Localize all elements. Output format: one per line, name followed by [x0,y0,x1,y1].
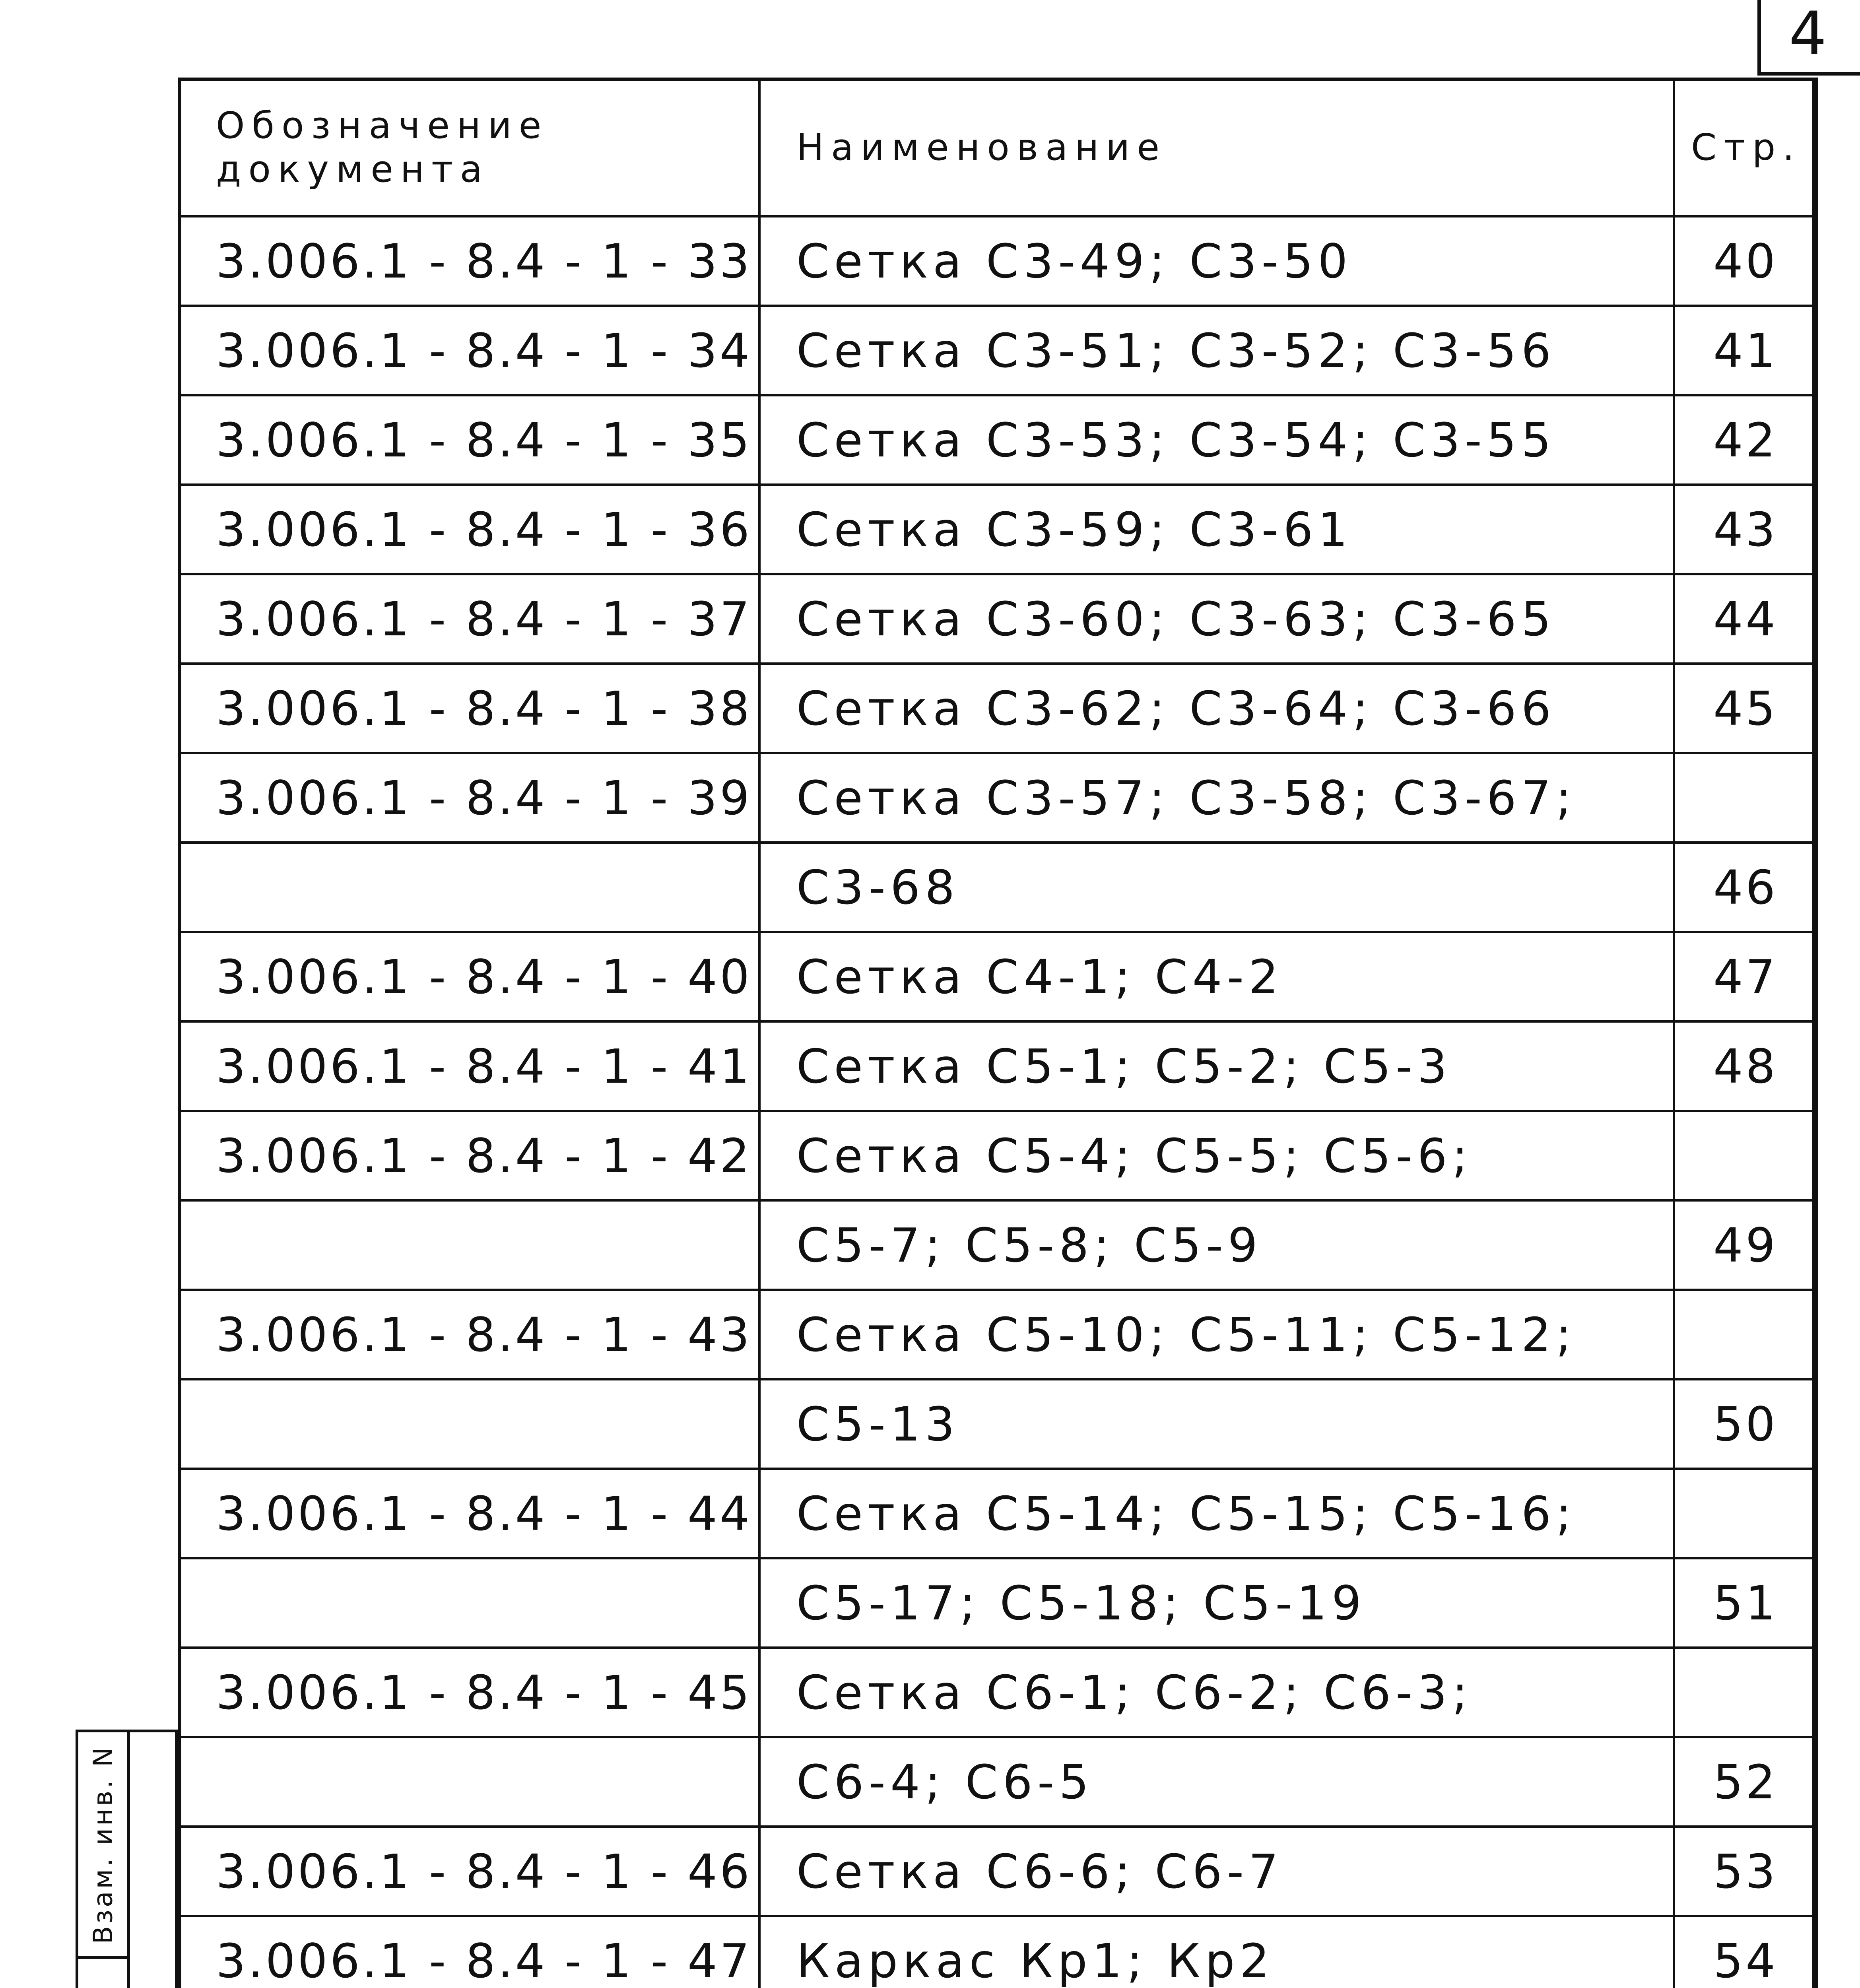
table-body [179,216,1817,1988]
cell-name: С5-7; С5-8; С5-9 [759,1200,1674,1290]
cell-designation: 3.006.1 - 8.4 - 1 - 37 [179,574,759,664]
cell-page [1674,1648,1817,1737]
cell-page: 54 [1674,1916,1817,1988]
table-row [179,216,1817,306]
cell-name: Сетка С3-53; С3-54; С3-55 [759,395,1674,485]
table-row [179,1558,1817,1648]
cell-designation [179,1379,759,1469]
cell-designation [179,1737,759,1827]
cell-page: 48 [1674,1021,1817,1111]
cell-name: Сетка С3-51; С3-52; С3-56 [759,306,1674,395]
cell-page: 47 [1674,932,1817,1021]
cell-page: 40 [1674,216,1817,306]
cell-designation: 3.006.1 - 8.4 - 1 - 46 [179,1827,759,1916]
cell-page: 49 [1674,1200,1817,1290]
cell-page: 46 [1674,843,1817,932]
cell-designation: 3.006.1 - 8.4 - 1 - 39 [179,753,759,843]
cell-designation: 3.006.1 - 8.4 - 1 - 40 [179,932,759,1021]
cell-page: 50 [1674,1379,1817,1469]
table-row [179,1290,1817,1379]
table-row [179,664,1817,753]
cell-name: С6-4; С6-5 [759,1737,1674,1827]
table-row [179,306,1817,395]
table-row [179,1111,1817,1200]
table-row [179,1379,1817,1469]
cell-name: С5-17; С5-18; С5-19 [759,1558,1674,1648]
cell-designation: 3.006.1 - 8.4 - 1 - 42 [179,1111,759,1200]
cell-designation: 3.006.1 - 8.4 - 1 - 36 [179,485,759,574]
table-row [179,932,1817,1021]
cell-designation: 3.006.1 - 8.4 - 1 - 44 [179,1469,759,1558]
table-row [179,485,1817,574]
table-row [179,1200,1817,1290]
header-designation: Обозначение документа [179,79,759,216]
cell-name: Сетка С6-6; С6-7 [759,1827,1674,1916]
cell-designation: 3.006.1 - 8.4 - 1 - 35 [179,395,759,485]
page-number-box [1757,0,1860,76]
cell-designation [179,1200,759,1290]
cell-name: Сетка С3-60; С3-63; С3-65 [759,574,1674,664]
cell-name: Сетка С3-59; С3-61 [759,485,1674,574]
header-page: Стр. [1674,79,1817,216]
cell-designation [179,843,759,932]
table-row [179,395,1817,485]
cell-name: Сетка С5-10; С5-11; С5-12; [759,1290,1674,1379]
cell-page: 52 [1674,1737,1817,1827]
cell-designation: 3.006.1 - 8.4 - 1 - 43 [179,1290,759,1379]
table-row [179,753,1817,843]
cell-page [1674,1111,1817,1200]
cell-designation [179,1558,759,1648]
cell-name: Сетка С3-57; С3-58; С3-67; [759,753,1674,843]
cell-name: С5-13 [759,1379,1674,1469]
cell-page: 44 [1674,574,1817,664]
replacement-inventory-label: Взам. инв. N [87,1745,118,1944]
cell-page: 42 [1674,395,1817,485]
cell-name: Сетка С6-1; С6-2; С6-3; [759,1648,1674,1737]
cell-name: Сетка С3-62; С3-64; С3-66 [759,664,1674,753]
cell-designation: 3.006.1 - 8.4 - 1 - 38 [179,664,759,753]
table-row [179,1737,1817,1827]
cell-name: Сетка С5-1; С5-2; С5-3 [759,1021,1674,1111]
cell-designation: 3.006.1 - 8.4 - 1 - 34 [179,306,759,395]
table-row [179,1648,1817,1737]
table-row [179,1469,1817,1558]
replacement-inventory-cell [78,1732,130,1959]
cell-page [1674,1290,1817,1379]
side-stamp [76,1730,178,1988]
table-row [179,1916,1817,1988]
table-row [179,843,1817,932]
contents-table [178,78,1818,1988]
cell-designation: 3.006.1 - 8.4 - 1 - 47 [179,1916,759,1988]
table-header-row [179,79,1817,216]
cell-designation: 3.006.1 - 8.4 - 1 - 45 [179,1648,759,1737]
cell-designation: 3.006.1 - 8.4 - 1 - 41 [179,1021,759,1111]
cell-name: Сетка С5-14; С5-15; С5-16; [759,1469,1674,1558]
cell-name: Сетка С3-49; С3-50 [759,216,1674,306]
cell-name: С3-68 [759,843,1674,932]
cell-name: Каркас Кр1; Кр2 [759,1916,1674,1988]
cell-designation: 3.006.1 - 8.4 - 1 - 33 [179,216,759,306]
cell-page: 43 [1674,485,1817,574]
signature-date-cell [78,1959,130,1988]
cell-page: 45 [1674,664,1817,753]
table-row [179,1021,1817,1111]
header-name: Наименование [759,79,1674,216]
cell-name: Сетка С5-4; С5-5; С5-6; [759,1111,1674,1200]
table-row [179,574,1817,664]
page-number: 4 [1789,0,1827,68]
cell-page: 41 [1674,306,1817,395]
cell-page: 53 [1674,1827,1817,1916]
table-row [179,1827,1817,1916]
cell-name: Сетка С4-1; С4-2 [759,932,1674,1021]
cell-page: 51 [1674,1558,1817,1648]
cell-page [1674,753,1817,843]
cell-page [1674,1469,1817,1558]
